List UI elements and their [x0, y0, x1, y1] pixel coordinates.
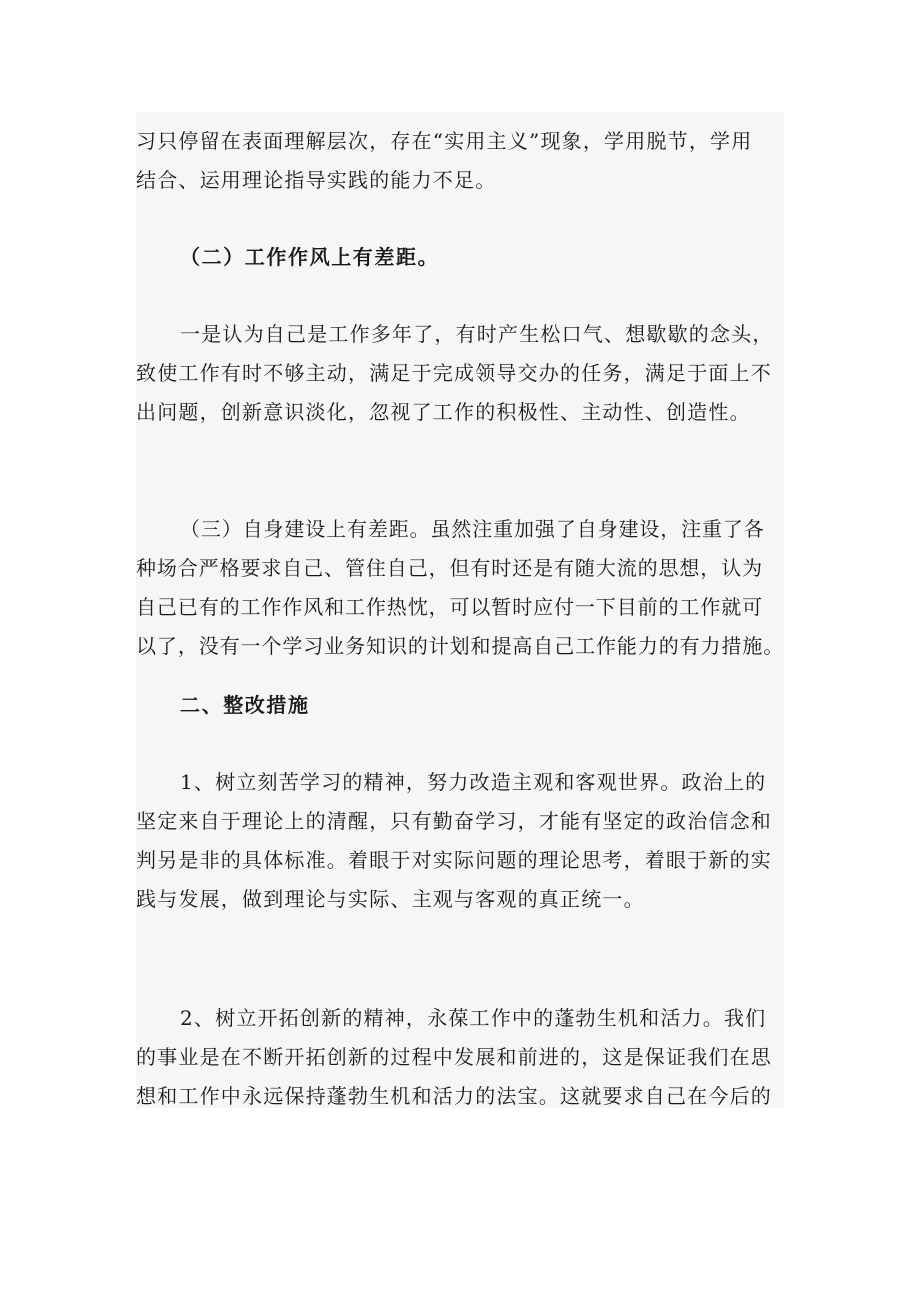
section-heading-rectification	[136, 686, 310, 725]
paragraph-measure-2	[136, 999, 772, 1116]
section-heading-work-style	[136, 238, 439, 277]
text-line: 判另是非的具体标准。着眼于对实际问题的理论思考，着眼于新的实	[136, 848, 772, 872]
text-line: 以了，没有一个学习业务知识的计划和提高自己工作能力的有力措施。	[136, 634, 785, 658]
paragraph-study-gap-continued	[136, 122, 752, 200]
text-line: 践与发展，做到理论与实际、主观与客观的真正统一。	[136, 887, 645, 911]
paragraph-work-style	[136, 315, 774, 432]
text-line: 2、树立开拓创新的精神，永葆工作中的蓬勃生机和活力。我们	[180, 1006, 767, 1030]
text-line: 结合、运用理论指导实践的能力不足。	[136, 168, 497, 192]
text-line: 1、树立刻苦学习的精神，努力改造主观和客观世界。政治上的	[180, 770, 767, 794]
paragraph-measure-1	[136, 763, 772, 919]
heading-text: （二）工作作风上有差距。	[180, 245, 440, 269]
text-line: 想和工作中永远保持蓬勃生机和活力的法宝。这就要求自己在今后的	[136, 1084, 772, 1108]
text-line: 坚定来自于理论上的清醒，只有勤奋学习，才能有坚定的政治信念和	[136, 809, 772, 833]
text-line: 致使工作有时不够主动，满足于完成领导交办的任务，满足于面上不	[136, 361, 772, 385]
text-line: 的事业是在不断开拓创新的过程中发展和前进的，这是保证我们在思	[136, 1045, 772, 1069]
text-line: 习只停留在表面理解层次，存在“实用主义”现象，学用脱节，学用	[136, 129, 753, 153]
text-line: 自己已有的工作作风和工作热忱，可以暂时应付一下目前的工作就可	[136, 595, 763, 619]
heading-text: 二、整改措施	[180, 693, 310, 717]
text-line: 出问题，创新意识淡化，忽视了工作的积极性、主动性、创造性。	[136, 400, 751, 424]
text-line: （三）自身建设上有差距。虽然注重加强了自身建设，注重了各	[180, 517, 765, 541]
text-line: 一是认为自己是工作多年了，有时产生松口气、想歇歇的念头，	[180, 322, 774, 346]
paragraph-self-development	[136, 510, 784, 666]
text-line: 种场合严格要求自己、管住自己，但有时还是有随大流的思想，认为	[136, 556, 763, 580]
